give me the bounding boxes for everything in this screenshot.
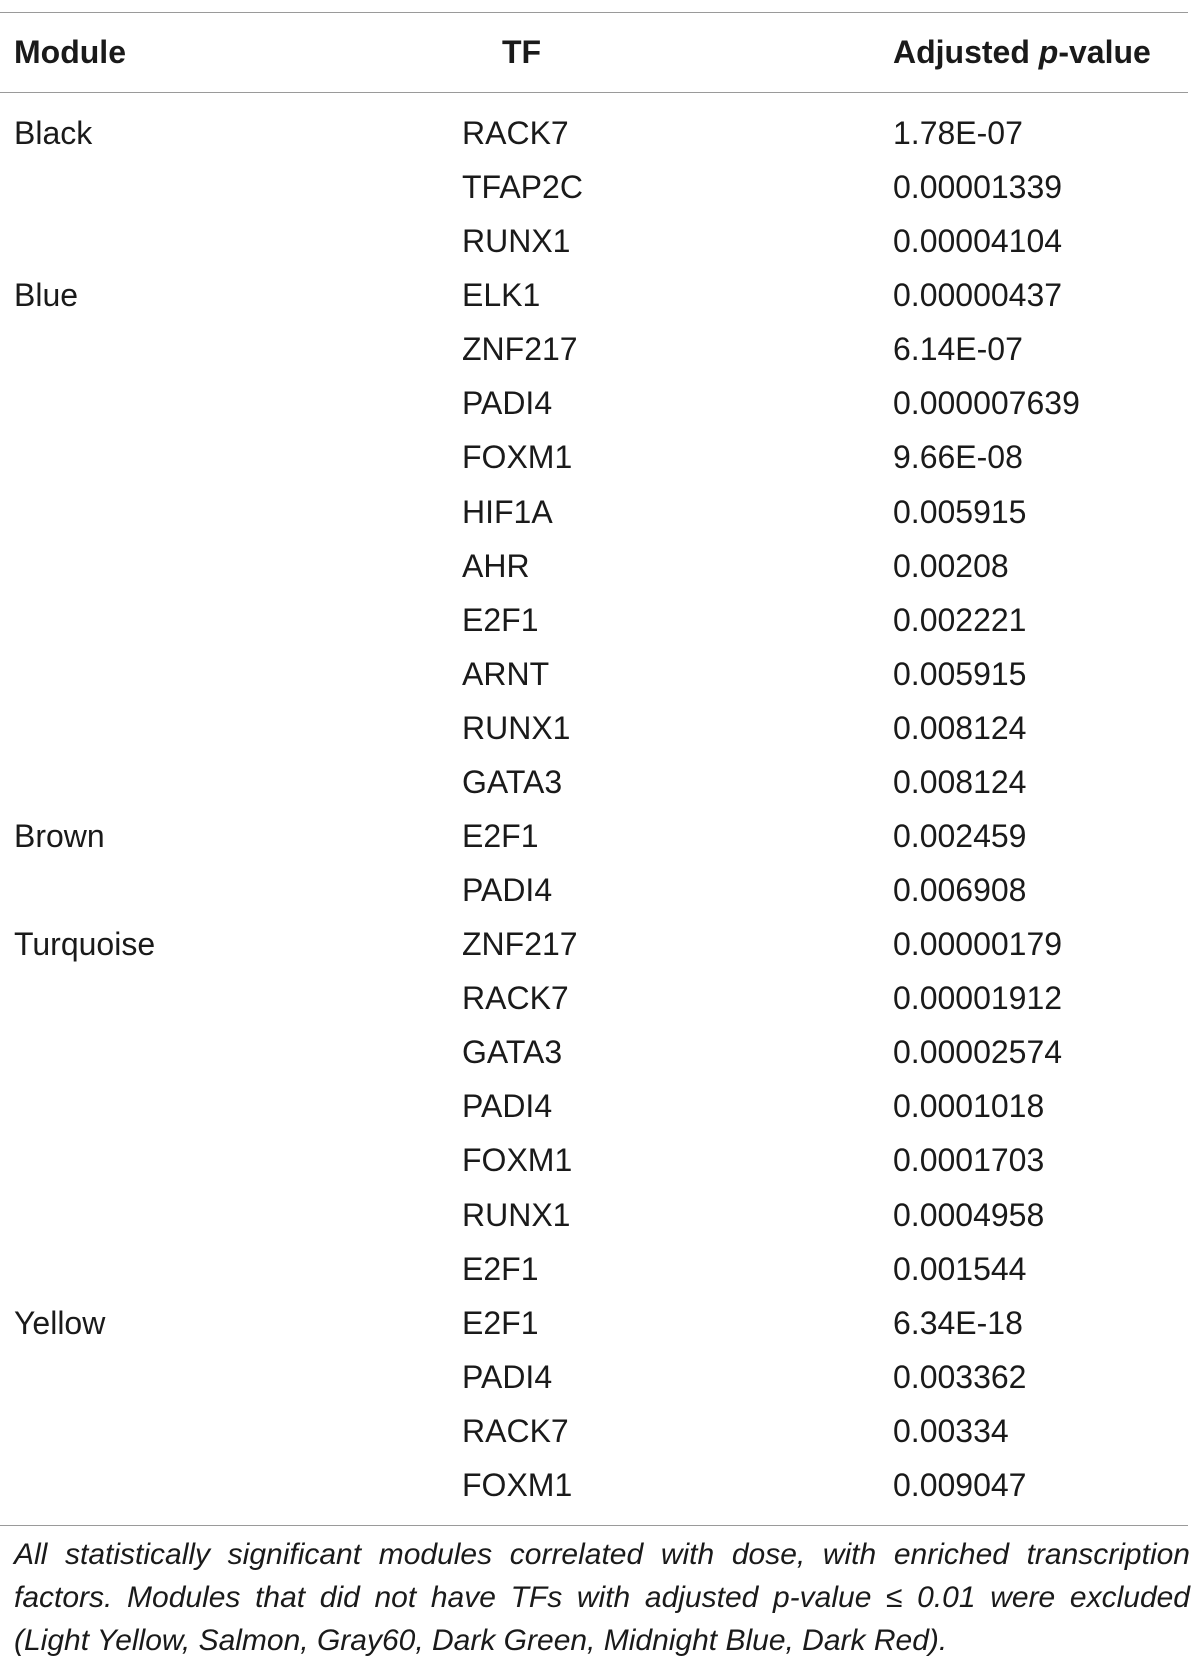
- cell-tf: HIF1A: [462, 493, 553, 530]
- table-row: [0, 701, 1188, 755]
- cell-adjusted-p-value: 0.00000179: [893, 926, 1063, 963]
- cell-adjusted-p-value: 0.00000437: [893, 277, 1063, 314]
- cell-module: Blue: [14, 277, 79, 314]
- cell-adjusted-p-value: 0.009047: [893, 1466, 1027, 1503]
- cell-module: Yellow: [14, 1304, 106, 1341]
- cell-adjusted-p-value: 0.0001018: [893, 1088, 1045, 1125]
- cell-adjusted-p-value: 0.000007639: [893, 385, 1080, 422]
- cell-tf: RUNX1: [462, 223, 571, 260]
- cell-tf: AHR: [462, 547, 530, 584]
- table-bottom-rule: [0, 1525, 1188, 1526]
- table-row: [0, 1079, 1188, 1133]
- table-row: [0, 268, 1188, 322]
- cell-tf: GATA3: [462, 1034, 563, 1071]
- table-row: [0, 971, 1188, 1025]
- header-adjusted-p-value: [893, 30, 1151, 74]
- table-footnote: All statistically significant modules correlated with dose, with enriched transcription factors. Modules that did not have TFs with adjusted p-value ≤ 0.01 were excluded (Light Yellow, Salmon, Gray60, Dark Green, Midnight Blue, Dark Red).: [14, 1538, 1190, 1657]
- cell-adjusted-p-value: 0.00004104: [893, 223, 1063, 260]
- header-rule: [0, 92, 1188, 93]
- table-row: [0, 1242, 1188, 1296]
- cell-adjusted-p-value: 0.001544: [893, 1250, 1027, 1287]
- table-body: [0, 106, 1188, 1512]
- cell-adjusted-p-value: 0.00208: [893, 547, 1009, 584]
- cell-adjusted-p-value: 1.78E-07: [893, 115, 1023, 151]
- table-row: [0, 863, 1188, 917]
- cell-adjusted-p-value: 0.0001703: [893, 1142, 1045, 1179]
- cell-adjusted-p-value: 0.008124: [893, 763, 1027, 800]
- table-row: [0, 1025, 1188, 1079]
- cell-tf: FOXM1: [462, 1466, 573, 1503]
- cell-adjusted-p-value: 6.14E-07: [893, 331, 1023, 368]
- header-pvalue-prefix: Adjusted: [893, 34, 1039, 70]
- cell-module: Turquoise: [14, 926, 156, 963]
- cell-tf: E2F1: [462, 818, 539, 855]
- cell-adjusted-p-value: 0.006908: [893, 872, 1027, 909]
- cell-tf: GATA3: [462, 763, 563, 800]
- table-row: [0, 430, 1188, 484]
- table-row: [0, 322, 1188, 376]
- cell-adjusted-p-value: 0.00002574: [893, 1034, 1063, 1071]
- table-row: [0, 647, 1188, 701]
- cell-tf: RUNX1: [462, 1196, 571, 1233]
- table-row: [0, 917, 1188, 971]
- cell-tf: E2F1: [462, 1304, 539, 1341]
- table-row: [0, 809, 1188, 863]
- header-tf: TF: [502, 34, 542, 70]
- cell-tf: FOXM1: [462, 439, 573, 476]
- cell-tf: TFAP2C: [462, 169, 583, 206]
- table-row: [0, 1458, 1188, 1512]
- cell-adjusted-p-value: 0.008124: [893, 709, 1027, 746]
- table-row: [0, 376, 1188, 430]
- cell-adjusted-p-value: 0.003362: [893, 1358, 1027, 1395]
- cell-tf: RUNX1: [462, 709, 571, 746]
- cell-tf: ZNF217: [462, 926, 578, 963]
- cell-adjusted-p-value: 0.002459: [893, 818, 1027, 855]
- cell-tf: FOXM1: [462, 1142, 573, 1179]
- table-row: [0, 593, 1188, 647]
- cell-adjusted-p-value: 0.002221: [893, 601, 1027, 638]
- header-pvalue-italic: p: [1038, 34, 1059, 70]
- cell-tf: E2F1: [462, 1250, 539, 1287]
- cell-tf: E2F1: [462, 601, 539, 638]
- cell-adjusted-p-value: 0.00001912: [893, 980, 1063, 1017]
- header-pvalue-suffix: -value: [1058, 34, 1151, 70]
- cell-tf: PADI4: [462, 1088, 553, 1125]
- table-row: [0, 1296, 1188, 1350]
- cell-adjusted-p-value: 0.0004958: [893, 1196, 1045, 1233]
- cell-adjusted-p-value: 6.34E-18: [893, 1304, 1023, 1341]
- cell-tf: PADI4: [462, 385, 553, 422]
- cell-adjusted-p-value: 0.005915: [893, 655, 1027, 692]
- table-row: [0, 1350, 1188, 1404]
- table-row: [0, 106, 1188, 160]
- cell-module: Black: [14, 115, 93, 151]
- header-module: Module: [14, 34, 126, 70]
- cell-tf: ZNF217: [462, 331, 578, 368]
- table-row: [0, 539, 1188, 593]
- table-row: [0, 1404, 1188, 1458]
- cell-tf: ELK1: [462, 277, 541, 314]
- table-top-rule: [0, 12, 1188, 13]
- table-row: [0, 755, 1188, 809]
- cell-adjusted-p-value: 0.005915: [893, 493, 1027, 530]
- cell-tf: PADI4: [462, 872, 553, 909]
- cell-tf: RACK7: [462, 115, 569, 151]
- cell-tf: ARNT: [462, 655, 550, 692]
- cell-adjusted-p-value: 9.66E-08: [893, 439, 1023, 476]
- cell-tf: RACK7: [462, 980, 569, 1017]
- table-row: [0, 214, 1188, 268]
- table-row: [0, 485, 1188, 539]
- cell-tf: PADI4: [462, 1358, 553, 1395]
- cell-module: Brown: [14, 818, 105, 855]
- table-row: [0, 160, 1188, 214]
- cell-adjusted-p-value: 0.00334: [893, 1412, 1009, 1449]
- table-row: [0, 1188, 1188, 1242]
- cell-adjusted-p-value: 0.00001339: [893, 169, 1063, 206]
- table-row: [0, 1133, 1188, 1187]
- cell-tf: RACK7: [462, 1412, 569, 1449]
